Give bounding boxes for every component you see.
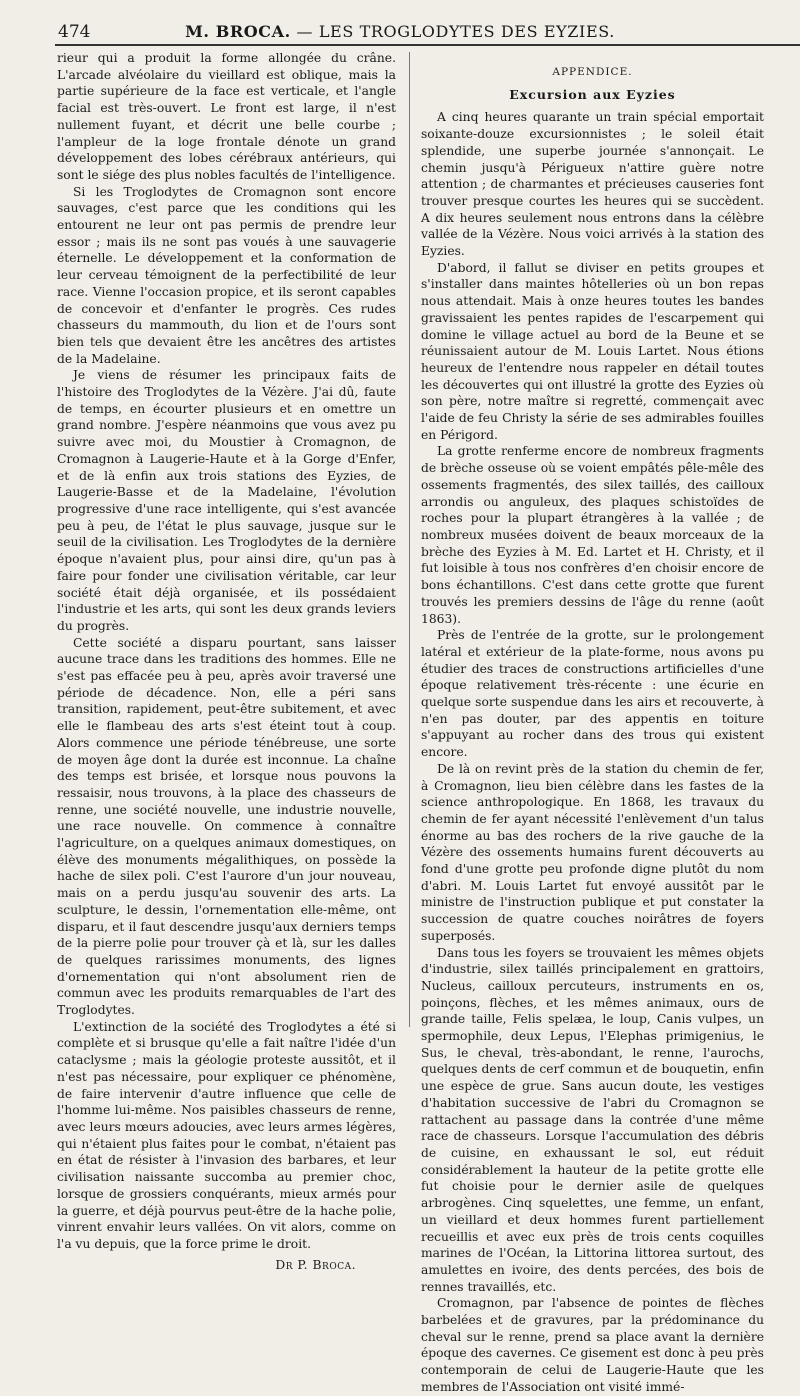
paragraph: De là on revint près de la station du chemin de fer, à Cromagnon, lieu bien célèbre dans les fastes de la science anthropologique. En 1868, les travaux du chemin de fer ayant nécessité l'enlèvement d'un talus énorme au bas des rochers de la rive gauche de la Vézère des ossements humains furent découverts au fond d'une grotte peu profonde digne plutôt du nom d'abri. M. Louis Lartet fut envoyé aussitôt par le ministre de l'instruction publique et put constater la succession de quatre couches noirâtres de foyers superposés. [421, 761, 764, 943]
running-title-author: M. BROCA. [185, 22, 291, 41]
author-signature: Dr P. Broca. [275, 1257, 356, 1272]
page-header [0, 0, 800, 46]
paragraph: Je viens de résumer les principaux faits de l'histoire des Troglodytes de la Vézère. J'ai dû, faute de temps, en écourter plusieurs et en omettre un grand nombre. J'espère néanmoins que vous avez pu suivre avec moi, du Moustier à Cromagnon, de Cromagnon à Laugerie-Haute et à la Gorge d'Enfer, et de là enfin aux trois stations des Eyzies, de Laugerie-Basse et de la Madelaine, l'évolution progressive d'une race intelligente, qui s'est avancée peu à peu, de l'état le plus sauvage, jusque sur le seuil de la civilisation. Les Troglodytes de la dernière époque n'avaient plus, pour ainsi dire, qu'un pas à faire pour fonder une civilisation véritable, car leur société était déjà organisée, et ils possédaient l'industrie et les arts, qui sont les deux grands leviers du progrès. [57, 368, 396, 633]
paragraph: Dans tous les foyers se trouvaient les mêmes objets d'industrie, silex taillés principalement en grattoirs, Nucleus, cailloux percuteurs, instruments en os, poinçons, flèches, et les mêmes animaux, ours de grande taille, Felis spelæa, le loup, Canis vulpes, un spermophile, deux Lepus, l'Elephas primigenius, le Sus, le cheval, très-abondant, le renne, l'aurochs, quelques dents de cerf commun et de bouquetin, enfin une espèce de grue. Sans aucun doute, les vestiges d'habitation successive de l'abri du Cromagnon se rattachent au passage dans la contrée d'une même race de chasseurs. Lorsque l'accumulation des débris de cuisine, en exhaussant le sol, eut réduit considérablement la hauteur de la petite grotte elle fut choisie pour le dernier asile de quelques arbrogènes. Cinq squelettes, une femme, un enfant, un vieillard et deux hommes furent partiellement recueillis et avec eux près de trois cents coquilles marines de l'Océan, la Littorina littorea surtout, des amulettes en ivoire, des dents percées, des bois de rennes travaillés, etc. [421, 945, 764, 1294]
paragraph: Cromagnon, par l'absence de pointes de flèches barbelées et de gravures, par la prédominance du cheval sur le renne, prend sa place avant la dernière époque des cavernes. Ce gisement est donc à peu près contemporain de celui de Laugerie-Haute que les membres de l'Association ont visité immé- [421, 1296, 764, 1394]
column-divider [409, 52, 410, 1027]
running-title-separator: — [290, 22, 319, 41]
paragraph: rieur qui a produit la forme allongée du crâne. L'arcade alvéolaire du vieillard est oblique, mais la partie supérieure de la face est verticale, et l'angle facial est très-ouvert. Le front est large, il n'est nullement fuyant, et décrit une belle courbe ; l'ampleur de la loge frontale dénote un grand développement des lobes cérébraux antérieurs, qui sont le siége des plus nobles facultés de l'intelligence. [57, 51, 396, 182]
paragraph: Si les Troglodytes de Cromagnon sont encore sauvages, c'est parce que les conditions qui les entourent ne leur ont pas permis de prendre leur essor ; mais ils ne sont pas voués à une sauvagerie éternelle. Le développement et la conformation de leur cerveau témoignent de la perfectibilité de leur race. Vienne l'occasion propice, et ils seront capables de concevoir et d'enfanter le progrès. Ces rudes chasseurs du mammouth, du lion et de l'ours sont bien tels que devaient être les ancêtres des artistes de la Madelaine. [57, 184, 396, 366]
paragraph: L'extinction de la société des Troglodytes a été si complète et si brusque qu'elle a fait naître l'idée d'un cataclysme ; mais la géologie proteste aussitôt, et il n'est pas nécessaire, pour expliquer ce phénomène, de faire intervenir d'autre influence que celle de l'homme lui-même. Nos paisibles chasseurs de renne, avec leurs mœurs adoucies, avec leurs armes légères, qui n'étaient plus faites pour le combat, n'étaient pas en état de résister à l'invasion des barbares, et leur civilisation naissante succomba au premier choc, lorsque de grossiers conquérants, mieux armés pour la guerre, et déjà pourvus peut-être de la hache polie, vinrent envahir leurs vallées. On vit alors, comme on l'a vu depuis, que la force prime le droit. [57, 1019, 396, 1251]
paragraph: Cette société a disparu pourtant, sans laisser aucune trace dans les traditions des hommes. Elle ne s'est pas effacée peu à peu, après avoir traversé une période de décadence. Non, elle a péri sans transition, rapidement, peut-être subitement, et avec elle le flambeau des arts s'est éteint tout à coup. Alors commence une période ténébreuse, une sorte de moyen âge dont la durée est inconnue. La chaîne des temps est brisée, et lorsque nous pouvons la ressaisir, nous trouvons, à la place des chasseurs de renne, une société nouvelle, une industrie nouvelle, une race nouvelle. On commence à connaître l'agriculture, on a quelques animaux domestiques, on élève des monuments mégalithiques, on possède la hache de silex poli. C'est l'aurore d'un jour nouveau, mais on a perdu jusqu'au souvenir des arts. La sculpture, le dessin, l'ornementation elle-même, ont disparu, et il faut descendre jusqu'aux derniers temps de la pierre polie pour trouver çà et là, sur les dalles de quelques rarissimes monuments, des lignes d'ornementation qui n'ont absolument rien de commun avec les produits remarquables de l'art des Troglodytes. [57, 635, 396, 1018]
page-number: 474 [58, 22, 91, 42]
left-column [57, 50, 396, 1273]
paragraph: Près de l'entrée de la grotte, sur le prolongement latéral et extérieur de la plate-forme, nous avons pu étudier des traces de constructions artificielles d'une époque relativement très-récente : une écurie en quelque sorte suspendue dans les airs et recouverte, à n'en pas douter, par des appentis en toiture s'appuyant au rocher dans des trous qui existent encore. [421, 628, 764, 760]
paragraph: La grotte renferme encore de nombreux fragments de brèche osseuse où se voient empâtés pêle-mêle des ossements fragmentés, des silex taillés, des cailloux arrondis ou anguleux, des plaques schistoïdes de roches pour la plupart étrangères à la vallée ; de nombreux musées doivent de beaux morceaux de la brèche des Eyzies à M. Ed. Lartet et H. Christy, et il fut loisible à tous nos confrères d'en choisir encore de bons échantillons. C'est dans cette grotte que furent trouvés les premiers dessins de l'âge du renne (août 1863). [421, 444, 764, 626]
paragraph: A cinq heures quarante un train spécial emportait soixante-douze excursionnistes ; le soleil était splendide, une superbe journée s'annonçait. Le chemin jusqu'à Périgueux n'attire guère notre attention ; de charmantes et précieuses causeries font trouver presque courtes les heures qui se succèdent. A dix heures seulement nous entrons dans la célèbre vallée de la Vézère. Nous voici arrivés à la station des Eyzies. [421, 110, 764, 259]
header-rule [55, 44, 800, 46]
appendix-label: APPENDICE. [552, 66, 633, 78]
running-title [0, 22, 800, 41]
section-title: Excursion aux Eyzies [509, 86, 676, 102]
running-title-text: LES TROGLODYTES DES EYZIES. [318, 22, 615, 41]
paragraph: D'abord, il fallut se diviser en petits groupes et s'installer dans maintes hôtelleries où un bon repas nous attendait. Mais à onze heures toutes les bandes gravissaient les pentes rapides de l'escarpement qui domine le village actuel au bord de la Beune et se réunissaient autour de M. Louis Lartet. Nous étions heureux de l'entendre nous rappeler en détail toutes les découvertes qui ont illustré la grotte des Eyzies où son père, notre maître si regretté, commençait avec l'aide de feu Christy la série de ses admirables fouilles en Périgord. [421, 260, 764, 442]
right-column [421, 50, 764, 1396]
